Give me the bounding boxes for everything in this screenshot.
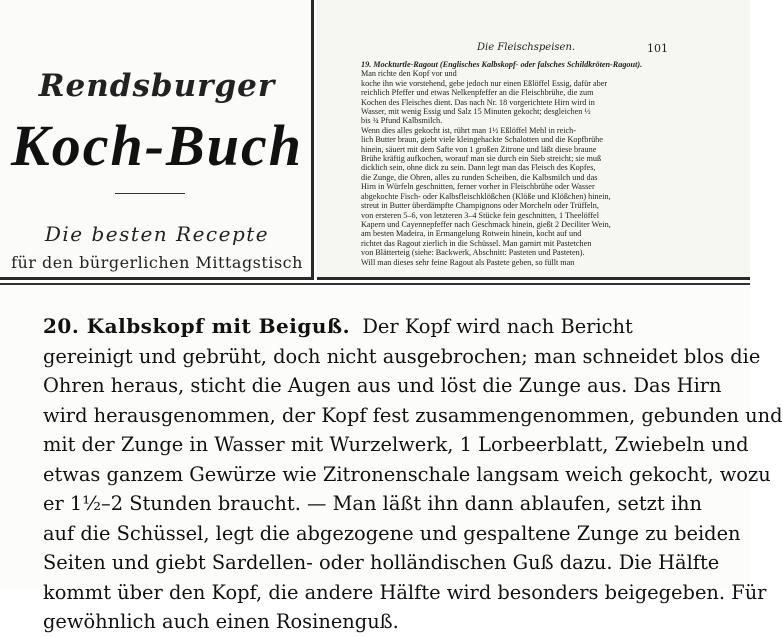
recipe-19-line: reichlich Pfeffer und etwas Nelkenpfeffer an die Fleischbrühe, die zum xyxy=(361,88,594,98)
recipe-19-line: die Zunge, die Ohren, alles zu runden Scheiben, die Kalbsmilch und das xyxy=(361,172,598,182)
recipe-19-line: von ersteren 5–6, von letzteren 3–4 Stücke fein geschnitten, 1 Theelöffel xyxy=(361,210,599,220)
cookbook-page xyxy=(317,0,750,280)
recipe-20-line: auf die Schüssel, legt die abgezogene und gespaltene Zunge zu beiden xyxy=(43,521,741,545)
recipe-20-line: kommt über den Kopf, die andere Hälfte wird besonders beigegeben. Für xyxy=(43,580,767,604)
recipe-19-line: Brühe kräftig aufkochen, worauf man sie durch ein Sieb streicht; sie muß xyxy=(361,154,602,164)
recipe-19-line: von Blätterteig (siehe: Backwerk, Abschnitt: Pasteten und Pasteten). xyxy=(361,248,585,258)
recipe-19-line: bis ¾ Pfund Kalbsmilch. xyxy=(361,116,443,126)
recipe-19-line: Kochen des Fleisches dient. Das nach Nr. 18 vorgerichtete Hirn wird in xyxy=(361,97,595,107)
recipe-20-line: Ohren heraus, sticht die Augen aus und löst die Zunge aus. Das Hirn xyxy=(43,374,722,397)
recipe-20-heading: 20. Kalbskopf mit Beiguß. xyxy=(43,314,351,338)
recipe-19-line: Man richte den Kopf vor und xyxy=(361,69,457,79)
recipe-19-line: abgekochte Fisch- oder Kalbsfleischklößchen (Klöße und Klößchen) hinein, xyxy=(361,191,611,201)
city-name: Rendsburger xyxy=(38,68,276,104)
book-subtitle: Die besten Recepte xyxy=(44,222,270,246)
recipe-20-line: Der Kopf wird nach Bericht xyxy=(362,315,633,338)
recipe-20-line: etwas ganzem Gewürze wie Zitronenschale langsam weich gekocht, wozu xyxy=(43,462,771,486)
recipe-20-line: gereinigt und gebrüht, doch nicht ausgebrochen; man schneidet blos die xyxy=(43,344,761,368)
recipe-20-line: wird herausgenommen, der Kopf fest zusammengenommen, gebunden und xyxy=(43,403,783,427)
recipe-19-line: Wasser, mit wenig Essig und Salz 15 Minuten gekocht; desgleichen ½ xyxy=(361,107,591,117)
enlarged-recipe-20 xyxy=(0,283,783,633)
page-number: 101 xyxy=(647,42,668,55)
recipe-19-line: Kapern und Cayennepfeffer nach Geschmack hinein, gießt 2 Deciliter Wein, xyxy=(361,219,611,229)
recipe-20-line: gewöhnlich auch einen Rosinenguß. xyxy=(43,610,399,633)
recipe-19-line: streut in Butter überdämpfte Champignons oder Morcheln oder Trüffeln, xyxy=(361,201,599,211)
recipe-19-line: richtet das Ragout zierlich in die Schüssel. Man garnirt mit Pastetchen xyxy=(361,238,592,248)
recipe-20-text xyxy=(43,312,783,637)
recipe-20-first-line xyxy=(43,312,733,342)
recipe-19-line: Will man dieses sehr feine Ragout als Pastete geben, so füllt man xyxy=(361,257,575,267)
recipe-20-line: er 1½–2 Stunden braucht. — Man läßt ihn dann ablaufen, setzt ihn xyxy=(43,492,703,515)
running-head: Die Fleischspeisen. xyxy=(477,42,576,53)
recipe-19-line: Hirn in Würfeln geschnitten, ferner vorher in Fleischbrühe oder Wasser xyxy=(361,182,595,192)
recipe-19-line: dicklich sein, ohne dick zu sein. Dann legt man das Fleisch des Kopfes, xyxy=(361,163,596,173)
book-title: Koch-Buch xyxy=(11,113,303,178)
recipe-20-line: mit der Zunge in Wasser mit Wurzelwerk, 1 Lorbeerblatt, Zwiebeln und xyxy=(43,433,749,456)
recipe-19-heading: 19. Mockturtle-Ragout (Englisches Kalbskopf- oder falsches Schildkröten-Ragout). xyxy=(361,60,643,69)
recipe-19-line: koche ihn wie vorstehend, gebe jedoch nur einen Eßlöffel Essig, dafür aber xyxy=(361,78,608,88)
recipe-19-line: Wenn dies alles gekocht ist, rührt man 1½ Eßlöffel Mehl in reich- xyxy=(361,125,576,135)
title-divider xyxy=(115,193,185,194)
recipe-19-line: am besten Madeira, in Ermangelung Rotwein hinein, kocht auf und xyxy=(361,229,582,239)
title-page xyxy=(0,0,314,280)
recipe-19-line: hinein, säuert mit dem Safte von 1 großen Zitrone und läßt diese braune xyxy=(361,144,597,154)
recipe-19-line: lich Butter braun, giebt viele kleingehackte Schalotten und die Kopfbrühe xyxy=(361,135,603,145)
recipe-20-line: Seiten und giebt Sardellen- oder holländischen Guß dazu. Die Hälfte xyxy=(43,551,720,574)
book-tagline: für den bürgerlichen Mittagstisch xyxy=(11,253,303,272)
recipe-19-text xyxy=(361,60,643,267)
